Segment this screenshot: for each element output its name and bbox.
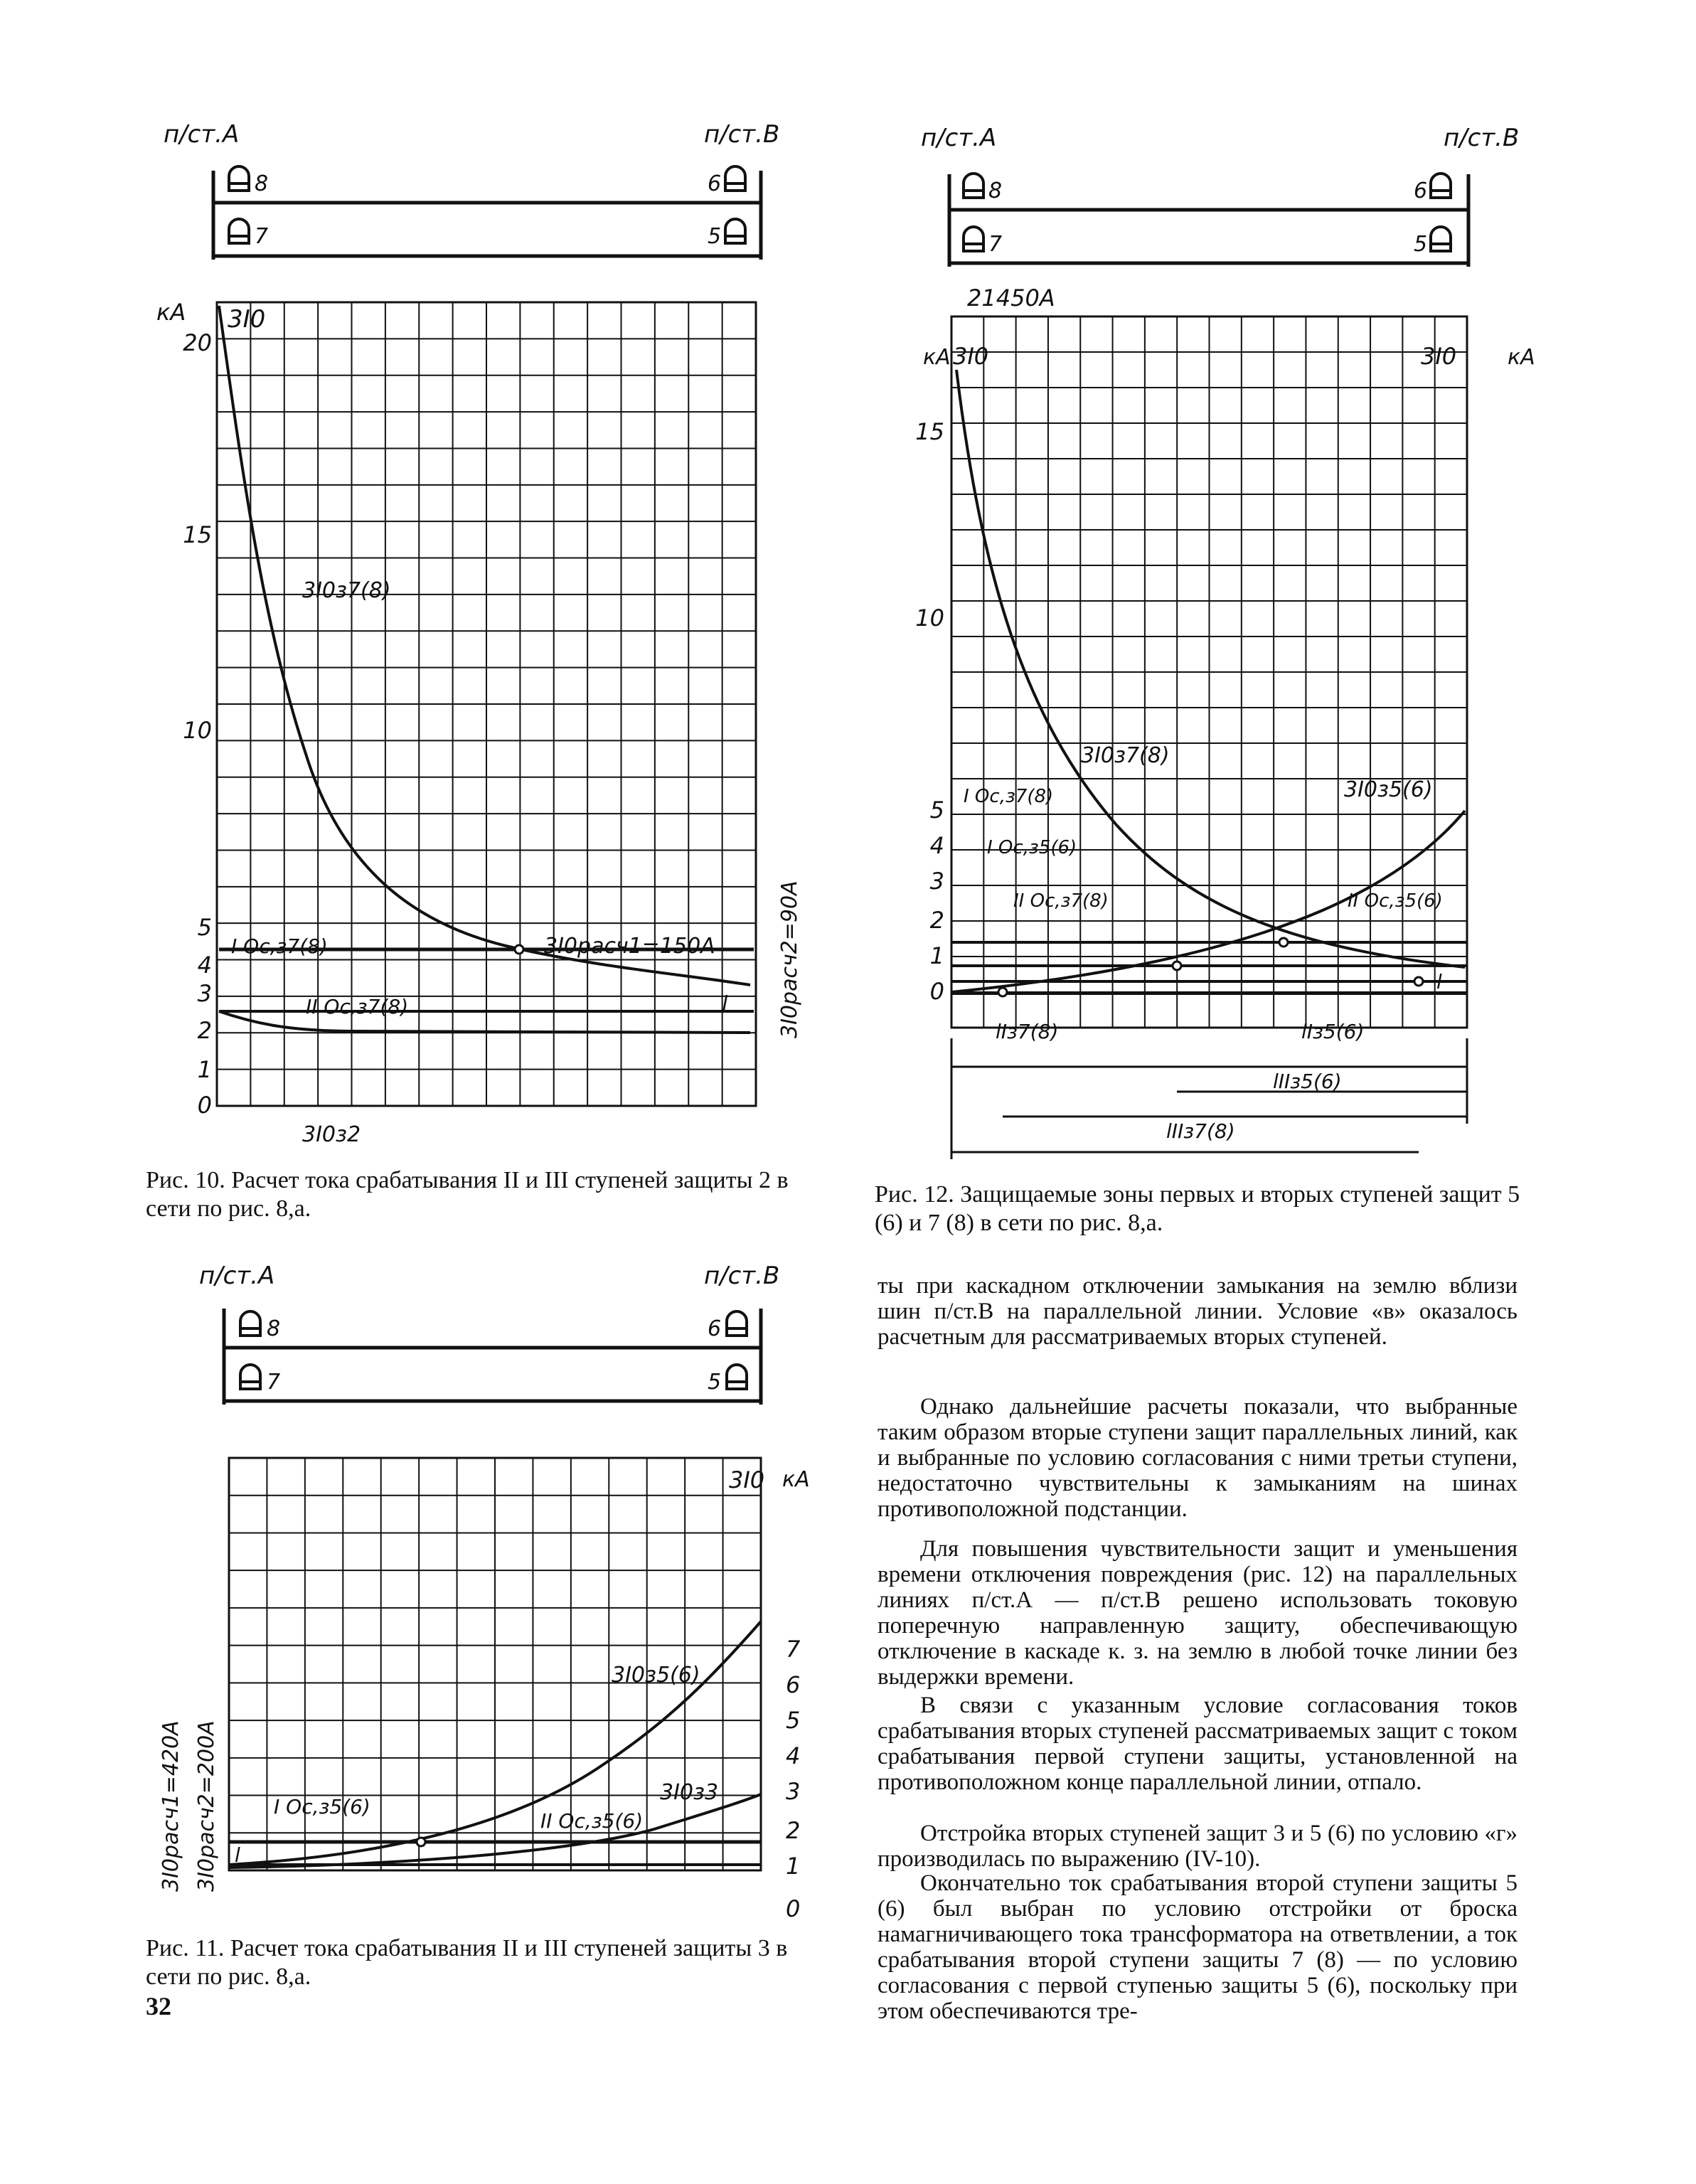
body-paragraph-3: Для повышения чувствительности защит и уменьшения времени отключения повреждения (рис. 12) на параллельных линиях п/ст.А — п/ст.В решено использовать токовую поперечную направленную защиту, обеспечивающую отключение в каскаде к. з. на землю в любой точке линии без выдержки времени. (878, 1536, 1518, 1690)
y-tick-label: 5 (786, 1707, 801, 1734)
fig12-substation-b: п/ст.В (1444, 124, 1520, 152)
fig12-label-l: l (1436, 970, 1442, 994)
body-paragraph-6: Окончательно ток срабатывания второй ступени защиты 5 (6) был выбран по условию отстройки от броска намагничивающего тока трансформатора на ответвлении, а ток срабатывания второй ступени защиты 7 (8) — по условию согласования с первой ступенью защиты 5 (6), поскольку при этом обеспечиваются тре- (878, 1870, 1518, 2024)
fig10-caption: Рис. 10. Расчет тока срабатывания II и III ступеней защиты 2 в сети по рис. 8,а. (146, 1167, 789, 1222)
fig11-point (417, 1838, 425, 1846)
y-tick-label: 15 (183, 521, 212, 548)
figure-10-svg (142, 114, 825, 1152)
fig12-zone-I-56: lIз5(6) (1301, 1020, 1365, 1043)
fig12-caption: Рис. 12. Защищаемые зоны первых и вторых ступеней защит 5 (6) и 7 (8) в сети по рис. 8,а. (875, 1181, 1520, 1236)
y-tick-label: 5 (197, 914, 212, 941)
figure-12-svg (882, 114, 1550, 1166)
y-tick-label: 2 (786, 1817, 801, 1844)
fig10-scheme-lines (213, 171, 761, 260)
figure-11-svg (142, 1252, 825, 1927)
fig12-yticks (915, 418, 944, 1005)
body-paragraph-1: ты при каскадном отключении замыкания на землю вблизи шин п/ст.В на параллельной линии. Условие «в» оказалось расчетным для рассматриваемых вторых ступеней. (878, 1273, 1518, 1350)
y-tick-label: 20 (183, 329, 212, 356)
fig12-breaker-6: 6 (1414, 179, 1428, 203)
fig10-unit: кА (156, 299, 186, 326)
fig10-breaker-6: 6 (708, 171, 722, 196)
fig12-unit-left: кА (923, 345, 951, 370)
fig12-label-set-II-78: II Ос,з7(8) (1013, 890, 1109, 912)
fig12-breaker-5: 5 (1414, 232, 1428, 257)
y-tick-label: 4 (786, 1742, 801, 1769)
y-tick-label: 7 (786, 1636, 801, 1663)
fig11-label-curve-b: 3I0з3 (660, 1780, 719, 1805)
fig12-scheme-lines (949, 174, 1468, 267)
fig12-breaker-icons (964, 174, 1451, 251)
figure-12 (882, 114, 1550, 1166)
y-tick-label: 10 (183, 717, 212, 744)
fig10-point (515, 945, 523, 954)
fig11-breaker-8: 8 (267, 1316, 281, 1341)
y-tick-label: 3 (929, 868, 944, 895)
y-tick-label: 4 (929, 832, 944, 859)
fig10-label-3i0: 3I0 (228, 305, 266, 334)
fig11-label-3i0: 3I0 (729, 1466, 765, 1493)
fig12-label-set-I-56: I Ос,з5(6) (987, 837, 1077, 858)
y-tick-label: 1 (197, 1056, 212, 1083)
fig12-label-3i0-left: 3I0 (953, 343, 989, 370)
fig10-breaker-8: 8 (255, 171, 269, 196)
body-paragraph-2: Однако дальнейшие расчеты показали, что выбранные таким образом вторые ступени защит параллельных линий, как и выбранные по условию согласования с ними третьи ступени, недостаточно чувствительны к замыканиям на шинах противоположной подстанции. (878, 1394, 1518, 1522)
fig12-label-set-I-78: I Ос,з7(8) (964, 786, 1054, 807)
fig11-breaker-icons (240, 1311, 747, 1389)
fig12-zone-II-78: lIIз7(8) (1166, 1119, 1235, 1143)
fig10-grid (217, 302, 756, 1106)
fig10-label-fault: 3I0з7(8) (302, 578, 391, 603)
y-tick-label: 6 (786, 1671, 801, 1698)
body-paragraph-4: В связи с указанным условие согласования токов срабатывания вторых ступеней рассматриваемых защит с током срабатывания первой ступени защиты, установленной на противоположном конце параллельной линии, отпало. (878, 1693, 1518, 1795)
fig11-breaker-6: 6 (708, 1316, 722, 1341)
fig12-grid (951, 316, 1467, 1028)
fig11-label-l: l (235, 1843, 240, 1867)
fig11-label-calc2: 3I0расч2=200А (194, 1720, 219, 1892)
y-tick-label: 1 (929, 942, 944, 969)
fig10-label-calc1: 3I0расч1=150А (544, 934, 715, 959)
fig10-label-l: l (722, 992, 728, 1017)
y-tick-label: 10 (915, 604, 944, 632)
y-tick-label: 5 (929, 797, 944, 824)
fig11-scheme-lines (224, 1309, 761, 1405)
fig10-curve-3i0-fault (219, 306, 750, 985)
fig10-yticks (183, 329, 212, 1119)
fig12-zone-II-56: lIIз5(6) (1273, 1070, 1342, 1093)
y-tick-label: 0 (929, 978, 944, 1005)
fig12-breaker-7: 7 (988, 232, 1003, 257)
y-tick-label: 4 (197, 952, 212, 979)
fig12-label-set-II-56: II Ос,з5(6) (1348, 890, 1443, 912)
fig10-label-calc2: 3I0расч2=90А (777, 880, 802, 1038)
figure-11 (142, 1252, 825, 1927)
fig11-breaker-5: 5 (708, 1370, 722, 1395)
fig11-caption: Рис. 11. Расчет тока срабатывания II и III ступеней защиты 3 в сети по рис. 8,а. (146, 1935, 788, 1990)
fig11-label-calc1: 3I0расч1=420А (159, 1720, 183, 1892)
fig12-label-curve-a: 3I0з7(8) (1081, 743, 1170, 768)
fig10-substation-a: п/ст.А (164, 120, 240, 149)
page-number: 32 (146, 1992, 171, 2020)
figure-10 (142, 114, 825, 1152)
y-tick-label: 15 (915, 418, 944, 445)
fig10-label-set-II: II Ос,з7(8) (306, 995, 409, 1018)
fig12-zone-I-78: lIз7(8) (996, 1020, 1059, 1043)
fig10-label-bottom: 3I0з2 (302, 1122, 361, 1147)
fig11-unit: кА (782, 1467, 810, 1492)
fig12-breaker-8: 8 (988, 179, 1003, 203)
fig12-label-peak: 21450А (967, 284, 1055, 311)
fig12-substation-a: п/ст.А (921, 124, 997, 152)
y-tick-label: 3 (197, 980, 212, 1007)
y-tick-label: 2 (197, 1017, 212, 1044)
fig11-label-curve-a: 3I0з5(6) (612, 1663, 700, 1688)
y-tick-label: 0 (786, 1895, 801, 1922)
fig11-substation-a: п/ст.А (199, 1262, 275, 1290)
fig10-label-set-I: I Ос,з7(8) (231, 934, 328, 958)
fig10-breaker-7: 7 (255, 224, 269, 249)
fig12-unit-right: кА (1508, 345, 1535, 370)
fig10-breaker-icons (229, 166, 745, 243)
fig12-label-3i0-right: 3I0 (1421, 343, 1457, 370)
fig10-curve-3i0-bottom (219, 1011, 750, 1033)
fig10-substation-b: п/ст.В (704, 120, 780, 149)
fig11-label-set-I: I Ос,з5(6) (274, 1795, 370, 1818)
fig11-yticks (786, 1636, 801, 1922)
fig11-substation-b: п/ст.В (704, 1262, 780, 1290)
fig11-label-set-II: II Ос,з5(6) (540, 1809, 644, 1833)
fig12-label-curve-b: 3I0з5(6) (1344, 777, 1433, 802)
fig11-breaker-7: 7 (267, 1370, 281, 1395)
fig10-breaker-5: 5 (708, 224, 722, 249)
y-tick-label: 3 (786, 1778, 801, 1805)
y-tick-label: 2 (929, 907, 944, 934)
y-tick-label: 0 (197, 1092, 212, 1119)
y-tick-label: 1 (786, 1853, 801, 1880)
body-paragraph-5: Отстройка вторых ступеней защит 3 и 5 (6) по условию «г» производилась по выражению (IV-10). (878, 1821, 1518, 1872)
